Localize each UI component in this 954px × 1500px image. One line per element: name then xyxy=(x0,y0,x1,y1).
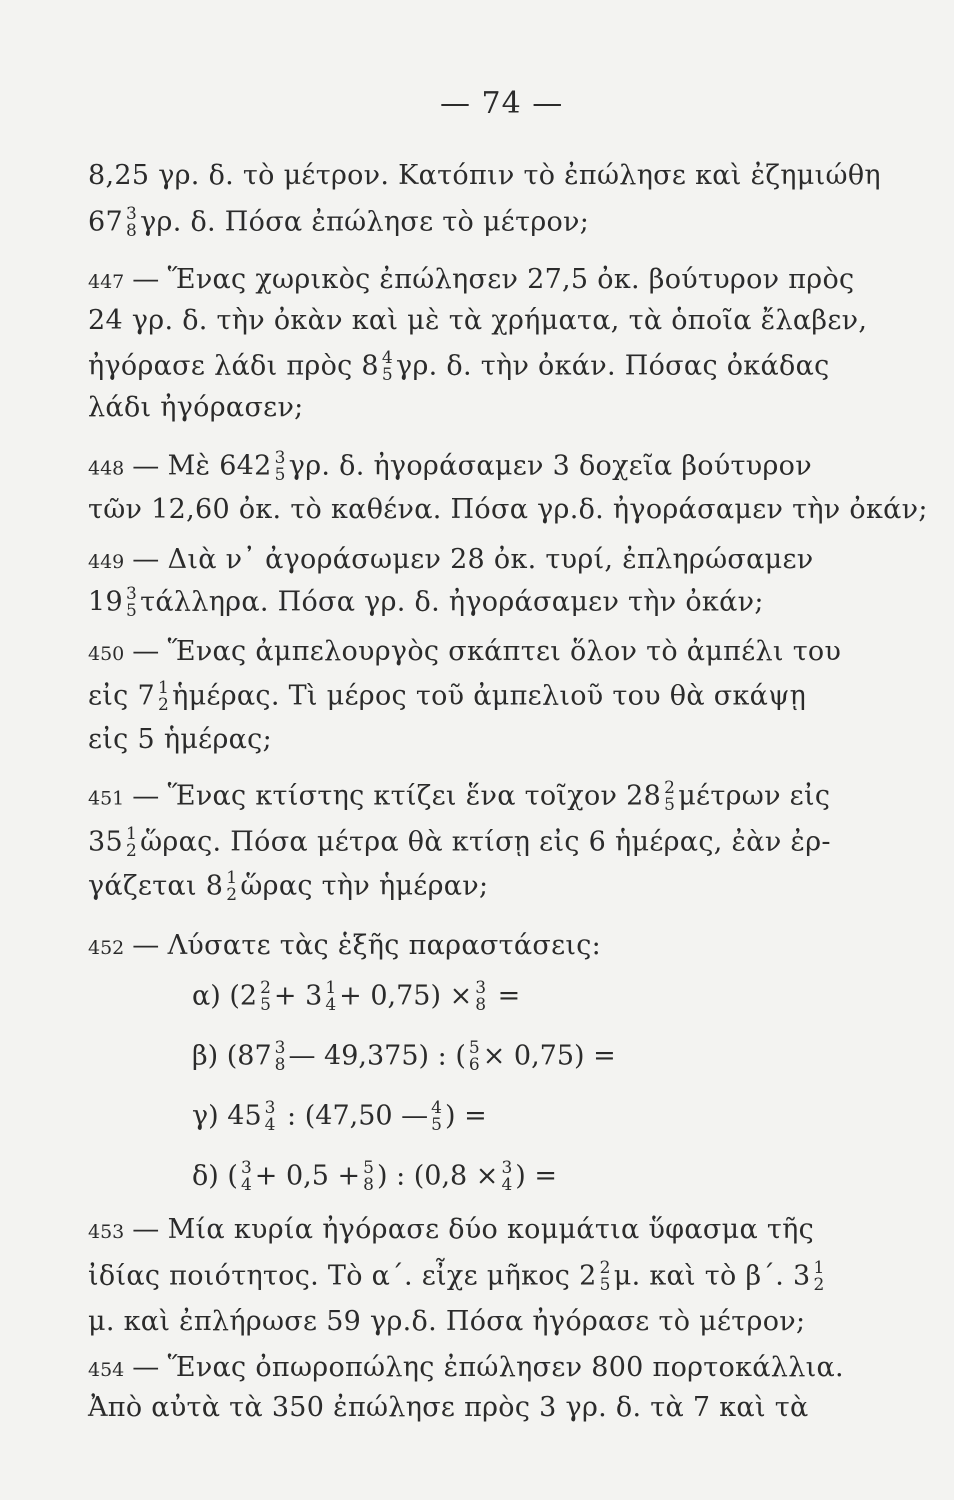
problem-448: 448 — Μὲ 642 3 5 γρ. δ. ἠγοράσαμεν 3 δοχεῖα βούτυρον xyxy=(88,448,812,485)
text-line: 19 3 5 τάλληρα. Πόσα γρ. δ. ἠγοράσαμεν τὴν ὀκάν; xyxy=(88,584,764,621)
text-line: εἰς 5 ἡμέρας; xyxy=(88,724,272,755)
text-line: μ. καὶ ἐπλήρωσε 59 γρ.δ. Πόσα ἠγόρασε τὸ μέτρον; xyxy=(88,1306,806,1337)
problem-451: 451 — Ἕνας κτίστης κτίζει ἕνα τοῖχον 28 2 5 μέτρων εἰς xyxy=(88,778,831,815)
problem-452: 452 — Λύσατε τὰς ἑξῆς παραστάσεις: xyxy=(88,930,602,961)
text-line: 24 γρ. δ. τὴν ὀκὰν καὶ μὲ τὰ χρήματα, τὰ ὁποῖα ἔλαβεν, xyxy=(88,305,868,336)
problem-450: 450 — Ἕνας ἀμπελουργὸς σκάπτει ὅλον τὸ ἀμπέλι του xyxy=(88,636,842,667)
text-line: 35 1 2 ὥρας. Πόσα μέτρα θὰ κτίσῃ εἰς 6 ἡμέρας, ἐὰν ἐρ- xyxy=(88,824,831,861)
text-line: τῶν 12,60 ὀκ. τὸ καθένα. Πόσα γρ.δ. ἠγοράσαμεν τὴν ὀκάν; xyxy=(88,494,928,525)
page-number: — 74 — xyxy=(440,86,564,121)
expression-g: γ) 45 3 4 : (47,50 — 4 5 ) = xyxy=(192,1098,487,1135)
text-line: λάδι ἠγόρασεν; xyxy=(88,392,304,423)
text-line: ἰδίας ποιότητος. Τὸ α΄. εἶχε μῆκος 2 2 5 μ. καὶ τὸ β΄. 3 1 2 xyxy=(88,1258,825,1295)
text-line: 8,25 γρ. δ. τὸ μέτρον. Κατόπιν τὸ ἐπώλησε καὶ ἐζημιώθη xyxy=(88,160,881,191)
expression-d: δ) ( 3 4 + 0,5 + 5 8 ) : (0,8 × 3 4 ) = xyxy=(192,1158,558,1195)
problem-447: 447 — Ἕνας χωρικὸς ἐπώλησεν 27,5 ὀκ. βούτυρον πρὸς xyxy=(88,264,855,295)
expression-b: β) (87 3 8 — 49,375) : ( 5 6 × 0,75) = xyxy=(192,1038,616,1075)
text-line: ἠγόρασε λάδι πρὸς 8 4 5 γρ. δ. τὴν ὀκάν. Πόσας ὀκάδας xyxy=(88,348,830,385)
problem-453: 453 — Μία κυρία ἠγόρασε δύο κομμάτια ὕφασμα τῆς xyxy=(88,1214,815,1245)
problem-449: 449 — Διὰ ν᾿ ἀγοράσωμεν 28 ὀκ. τυρί, ἐπληρώσαμεν xyxy=(88,544,814,575)
problem-454: 454 — Ἕνας ὀπωροπώλης ἐπώλησεν 800 πορτοκάλλια. xyxy=(88,1352,844,1383)
expression-a: α) (2 2 5 + 3 1 4 + 0,75) × 3 8 = xyxy=(192,978,521,1015)
text-line: 67 3 8 γρ. δ. Πόσα ἐπώλησε τὸ μέτρον; xyxy=(88,204,590,241)
text-line: γάζεται 8 1 2 ὥρας τὴν ἡμέραν; xyxy=(88,868,489,905)
text-line: εἰς 7 1 2 ἡμέρας. Τὶ μέρος τοῦ ἀμπελιοῦ του θὰ σκάψῃ xyxy=(88,678,807,715)
text-line: Ἀπὸ αὐτὰ τὰ 350 ἐπώλησε πρὸς 3 γρ. δ. τὰ 7 καὶ τὰ xyxy=(88,1392,809,1423)
